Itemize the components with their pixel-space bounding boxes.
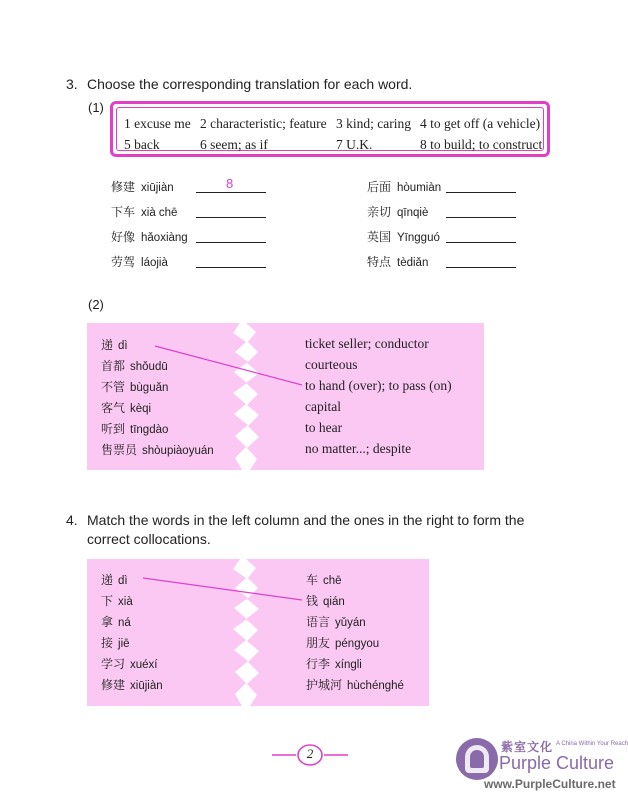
- option-8: 8 to build; to construct: [420, 137, 543, 152]
- logo-tagline: A China Within Your Reach: [556, 741, 628, 747]
- match-left-item: 不管 bùguǎn: [101, 380, 169, 394]
- collocation-right-item: 护城河 hùchénghé: [306, 678, 404, 692]
- collocation-right-item: 朋友 péngyou: [306, 636, 380, 650]
- vocab-right-1: 后面 hòumiàn: [367, 180, 442, 194]
- collocation-left-item: 接 jiē: [101, 636, 130, 650]
- q4-number: 4.: [66, 512, 78, 528]
- vocab-right-2: 亲切 qīnqiè: [367, 205, 429, 219]
- option-1: 1 excuse me: [124, 116, 191, 131]
- match-left-item: 递 dì: [101, 338, 128, 352]
- collocation-left-item: 学习 xuéxí: [101, 657, 158, 671]
- logo-url: www.PurpleCulture.net: [484, 777, 616, 791]
- option-3: 3 kind; caring: [336, 116, 411, 131]
- logo-name: Purple Culture: [499, 753, 615, 773]
- match-right-item: to hear: [305, 420, 343, 435]
- match-right-item: ticket seller; conductor: [305, 336, 429, 351]
- match-right-item: courteous: [305, 357, 358, 372]
- answer-value: 8: [226, 176, 234, 191]
- match-right-item: to hand (over); to pass (on): [305, 378, 452, 393]
- q4-instruction-line1: Match the words in the left column and the ones in the right to form the: [87, 512, 525, 528]
- collocation-right-item: 语言 yǔyán: [306, 615, 366, 629]
- vocab-left-1: 修建 xiūjiàn: [111, 180, 174, 194]
- match-left-item: 听到 tīngdào: [101, 422, 169, 436]
- option-6: 6 seem; as if: [200, 137, 268, 152]
- collocation-right-item: 钱 qián: [306, 594, 345, 608]
- option-5: 5 back: [124, 137, 160, 152]
- vocab-right-3: 英国 Yīngguó: [367, 230, 440, 244]
- q3-part2-label: (2): [88, 297, 104, 312]
- logo-cn: 紫室文化: [501, 740, 554, 754]
- q3-part1-label: (1): [88, 100, 104, 115]
- page-number: 2: [306, 746, 314, 761]
- match-left-item: 客气 kèqi: [101, 401, 152, 415]
- match-left-item: 首都 shǒudū: [101, 359, 168, 373]
- collocation-right-item: 车 chē: [306, 573, 342, 587]
- logo-icon: [456, 738, 498, 780]
- collocation-left-item: 修建 xiūjiàn: [101, 678, 163, 692]
- q3-number: 3.: [66, 76, 78, 92]
- collocation-right-item: 行李 xíngli: [306, 657, 362, 671]
- collocation-left-item: 递 dì: [101, 573, 128, 587]
- vocab-right-4: 特点 tèdiǎn: [367, 255, 429, 269]
- collocation-left-item: 下 xià: [101, 594, 133, 608]
- vocab-left-3: 好像 hǎoxiàng: [111, 230, 188, 244]
- q3-instruction: Choose the corresponding translation for each word.: [87, 76, 413, 92]
- collocation-left-item: 拿 ná: [101, 615, 131, 629]
- vocab-left-4: 劳驾 láojià: [111, 255, 168, 269]
- option-7: 7 U.K.: [336, 137, 373, 152]
- match-left-item: 售票员 shòupiàoyuán: [101, 443, 214, 457]
- option-4: 4 to get off (a vehicle): [420, 116, 541, 131]
- vocab-left-2: 下车 xià chē: [111, 205, 178, 219]
- q4-instruction-line2: correct collocations.: [87, 531, 211, 547]
- match-right-item: capital: [305, 399, 341, 414]
- match-right-item: no matter...; despite: [305, 441, 412, 456]
- option-2: 2 characteristic; feature: [200, 116, 327, 131]
